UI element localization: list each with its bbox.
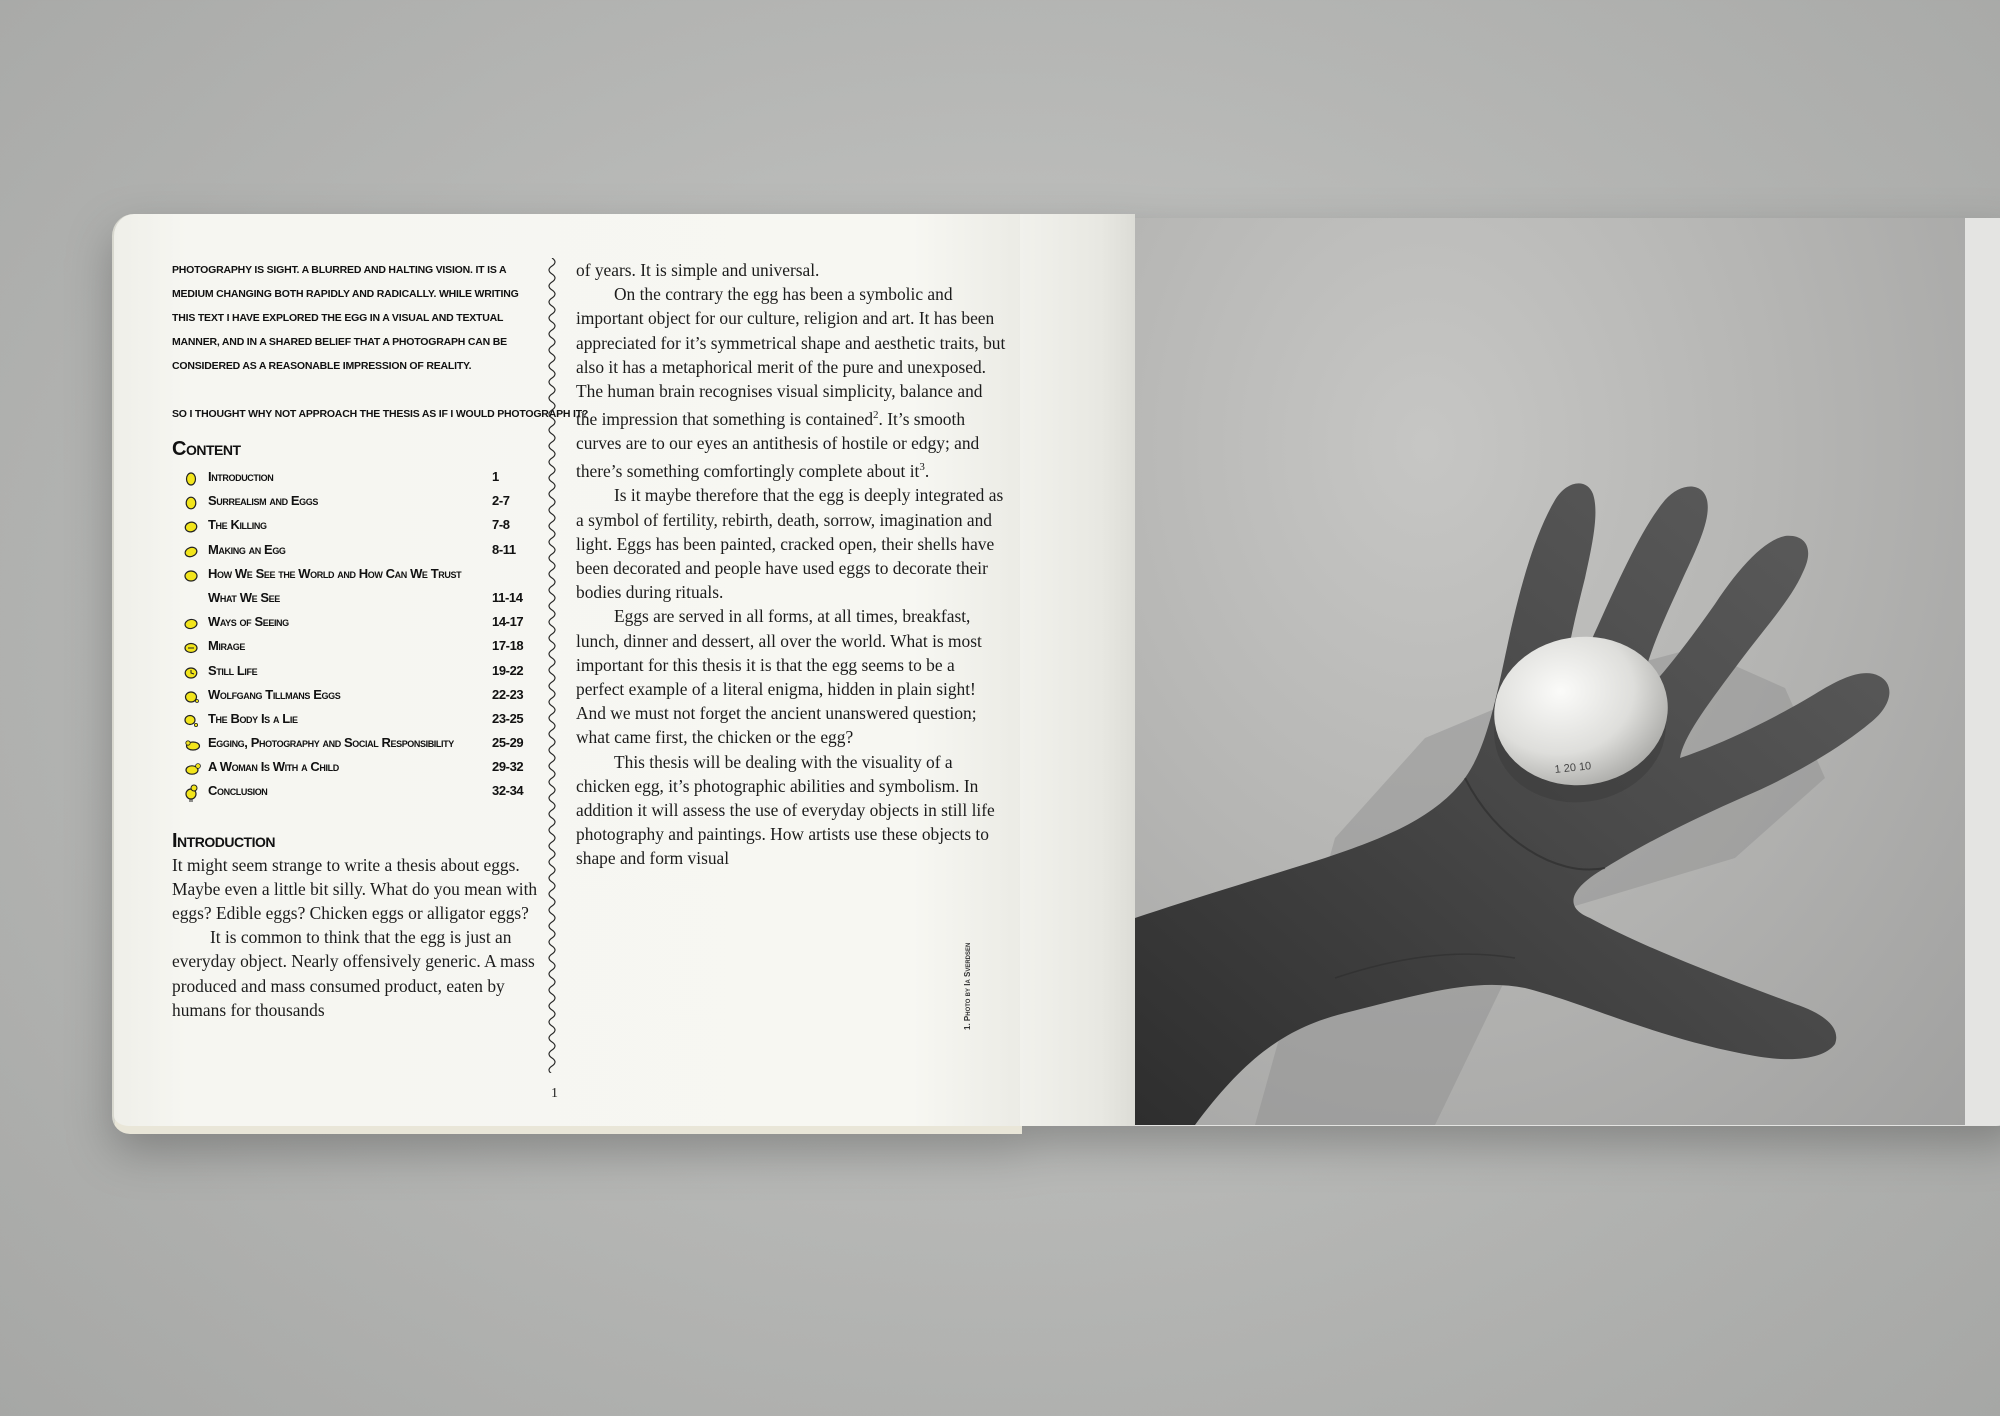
toc-item[interactable]: Wolfgang Tillmans Eggs 22-23 xyxy=(172,683,532,707)
toc-item[interactable]: The Body Is a Lie 23-25 xyxy=(172,707,532,731)
column-paragraph: of years. It is simple and universal. xyxy=(576,260,820,280)
column-paragraph: Is it maybe therefore that the egg is deeply integrated as a symbol of fertility, rebirth, death, sorrow, imagination and light. Eggs has been painted, cracked open, their shells have been decorated and people have used eggs to decorate their bodies during rituals. xyxy=(576,485,1004,603)
page-number: 1 xyxy=(551,1086,558,1101)
column-paragraph: Eggs are served in all forms, at all times, breakfast, lunch, dinner and dessert, all over the world. What is most important for this thesis it is that the egg seems to be a perfect example of a literal enigma, hidden in plain sight! And we must not forget the ancient unanswered question; what came first, the chicken or the egg? xyxy=(576,606,982,748)
chick-icon xyxy=(184,784,200,810)
toc-item[interactable]: Ways of Seeing 14-17 xyxy=(172,610,532,634)
intro-paragraph-1: It might seem strange to write a thesis about eggs. Maybe even a little bit silly. What do you mean with eggs? Edible eggs? Chicken eggs or alligator eggs? xyxy=(172,854,538,924)
table-of-contents xyxy=(172,465,532,804)
book-gutter xyxy=(1020,214,1135,1126)
intro-paragraph-2: It is common to think that the egg is just an everyday object. Nearly offensively generic. A mass produced and mass consumed product, eaten by humans for thousands xyxy=(172,927,535,1020)
svg-text:1 20 10: 1 20 10 xyxy=(1554,760,1592,776)
toc-item[interactable]: Introduction 1 xyxy=(172,465,532,489)
photo-hand-with-egg xyxy=(1135,218,1965,1125)
toc-item[interactable]: Conclusion 32-34 xyxy=(172,779,532,803)
wavy-column-divider xyxy=(545,258,559,1073)
right-column xyxy=(576,258,1006,871)
left-page xyxy=(112,214,1022,1134)
intro-statement: PHOTOGRAPHY IS SIGHT. A BLURRED AND HALTING VISION. IT IS A MEDIUM CHANGING BOTH RAPIDLY AND RADICALLY. WHILE WRITING THIS TEXT I HAVE EXPLORED THE EGG IN A VISUAL AND TEXTUAL MANNER, AND IN A SHARED BELIEF THAT A PHOTOGRAPH CAN BE CONSIDERED AS A REASONABLE IMPRESSION OF REALITY. xyxy=(172,264,519,372)
toc-item[interactable]: What We See 11-14 xyxy=(208,589,523,605)
open-book xyxy=(112,214,1922,1126)
photo-credit: 1. Photo by Ia Sverdsen xyxy=(963,942,972,1030)
right-page xyxy=(1135,218,2000,1126)
toc-item[interactable]: How We See the World and How Can We Trust xyxy=(172,562,532,586)
introduction-heading: Introduction xyxy=(172,829,275,852)
toc-item[interactable]: The Killing 7-8 xyxy=(172,513,532,537)
column-paragraph: On the contrary the egg has been a symbolic and important object for our culture, religion and art. It has been appreciated for it’s symmetrical shape and aesthetic traits, but also it has a metaphorical merit of the pure and unexposed. The human brain recognises visual simplicity, balance and the impression that something is contained$^2$. It’s smooth curves are to our eyes an antithesis of hostile or edgy; and there’s something comfortingly complete about $it^3$. xyxy=(576,284,1006,482)
toc-item[interactable]: A Woman Is With a Child 29-32 xyxy=(172,755,532,779)
toc-item[interactable]: Surrealism and Eggs 2-7 xyxy=(172,489,532,513)
toc-item[interactable]: Egging, Photography and Social Responsibility 25-29 xyxy=(172,731,532,755)
toc-item[interactable]: Still Life 19-22 xyxy=(172,659,532,683)
content-heading: Content xyxy=(172,438,241,460)
column-paragraph: This thesis will be dealing with the visuality of a chicken egg, it’s photographic abilities and symbolism. In addition it will assess the use of everyday objects in still life photography and paintings. How artists use these objects to shape and form visual xyxy=(576,751,995,869)
toc-item[interactable]: Mirage 17-18 xyxy=(172,634,532,658)
thesis-question: SO I THOUGHT WHY NOT APPROACH THE THESIS AS IF I WOULD PHOTOGRAPH IT? xyxy=(172,408,589,420)
toc-item[interactable]: Making an Egg 8-11 xyxy=(172,538,532,562)
